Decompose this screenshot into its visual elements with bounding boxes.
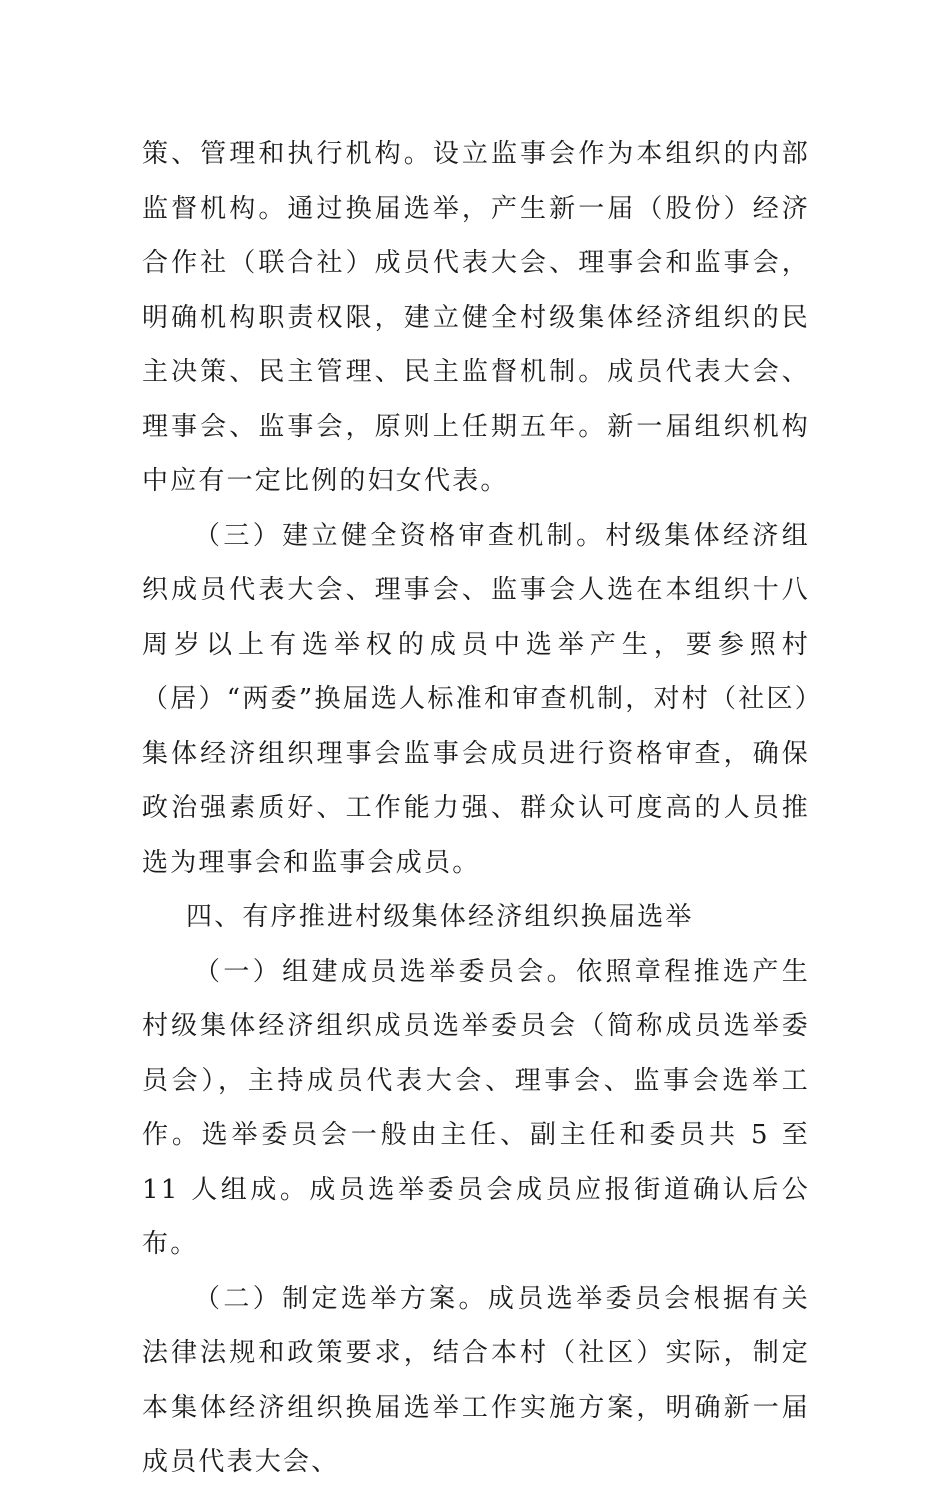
section-heading-four: 四、有序推进村级集体经济组织换届选举: [186, 902, 694, 932]
paragraph-election-plan: （二）制定选举方案。成员选举委员会根据有关法律法规和政策要求，结合本村（社区）实际，制定本集体经济组织换届选举工作实施方案，明确新一届成员代表大会、: [142, 1283, 810, 1477]
paragraph-qualification-review: （三）建立健全资格审查机制。村级集体经济组织成员代表大会、理事会、监事会人选在本组织十八周岁以上有选举权的成员中选举产生，要参照村（居）“两委”换届选人标准和审查机制，对村（社区）集体经济组织理事会监事会成员进行资格审查，确保政治强素质好、工作能力强、群众认可度高的人员推选为理事会和监事会成员。: [142, 520, 810, 878]
document-body: [142, 127, 810, 1490]
paragraph-continuation: 策、管理和执行机构。设立监事会作为本组织的内部监督机构。通过换届选举，产生新一届（股份）经济合作社（联合社）成员代表大会、理事会和监事会，明确机构职责权限，建立健全村级集体经济组织的民主决策、民主管理、民主监督机制。成员代表大会、理事会、监事会，原则上任期五年。新一届组织机构中应有一定比例的妇女代表。: [142, 139, 810, 496]
paragraph-election-committee: （一）组建成员选举委员会。依照章程推选产生村级集体经济组织成员选举委员会（简称成员选举委员会），主持成员代表大会、理事会、监事会选举工作。选举委员会一般由主任、副主任和委员共 5 至 11 人组成。成员选举委员会成员应报街道确认后公布。: [142, 956, 810, 1259]
